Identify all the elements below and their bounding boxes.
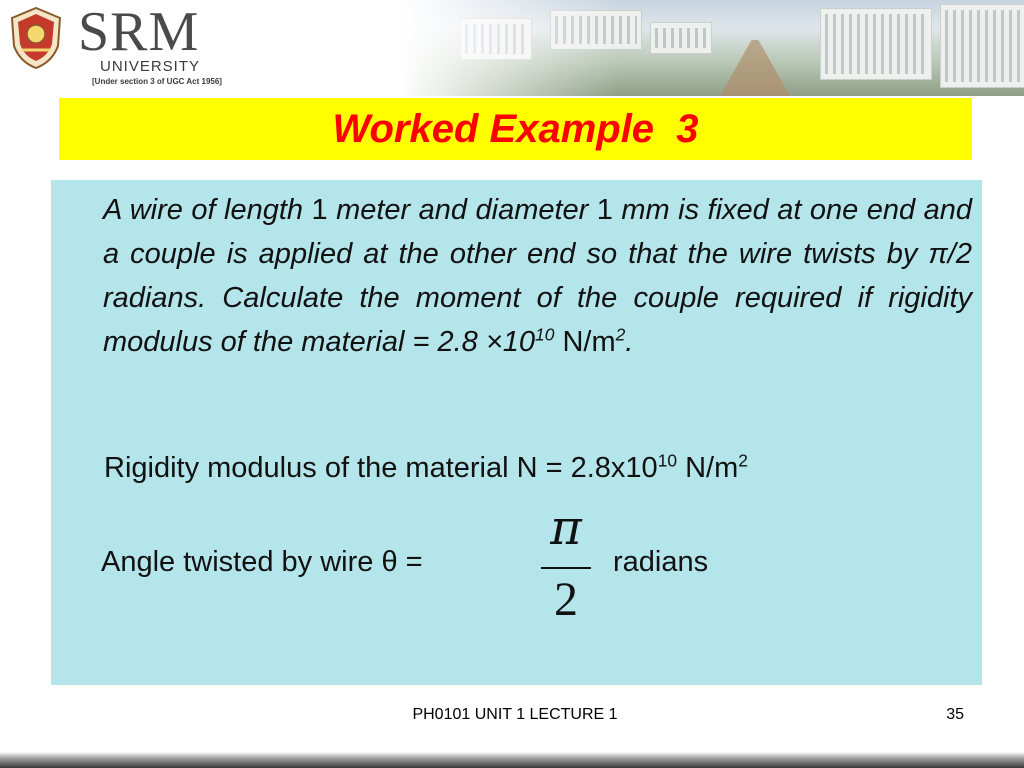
srm-emblem-icon — [8, 6, 64, 70]
logo-subtitle: UNIVERSITY — [100, 58, 201, 75]
bottom-band — [0, 752, 1024, 768]
logo-note: [Under section 3 of UGC Act 1956] — [92, 77, 222, 86]
logo-wordmark: SRM — [78, 1, 200, 63]
header-banner — [0, 0, 1024, 96]
rigidity-line: Rigidity modulus of the material $N = 2.8x10^{10}$ $N/m^2$ — [104, 450, 748, 484]
footer-course: PH0101 UNIT 1 LECTURE 1 — [412, 706, 618, 723]
slide-title: Worked Example 3 — [332, 106, 699, 151]
angle-label: Angle twisted by wire θ = — [101, 546, 423, 578]
content-panel — [51, 180, 982, 685]
fraction-denominator: 2 — [554, 573, 578, 626]
problem-statement: A wire of length 1 meter and diameter 1 mm is fixed at one end and a couple is applied at the other end so that the wire twists by π/2 radians. Calculate the moment of the couple required if rigidity modulus of the material = $2.8 \times 10^{10}$ $N/m^2$. — [103, 194, 972, 358]
footer-page-number: 35 — [946, 706, 964, 723]
fraction-bar — [541, 567, 591, 569]
pi-over-two-fraction — [535, 500, 597, 640]
title-bar — [59, 98, 972, 160]
radians-label: radians — [613, 546, 709, 578]
fraction-numerator: π — [550, 500, 582, 556]
